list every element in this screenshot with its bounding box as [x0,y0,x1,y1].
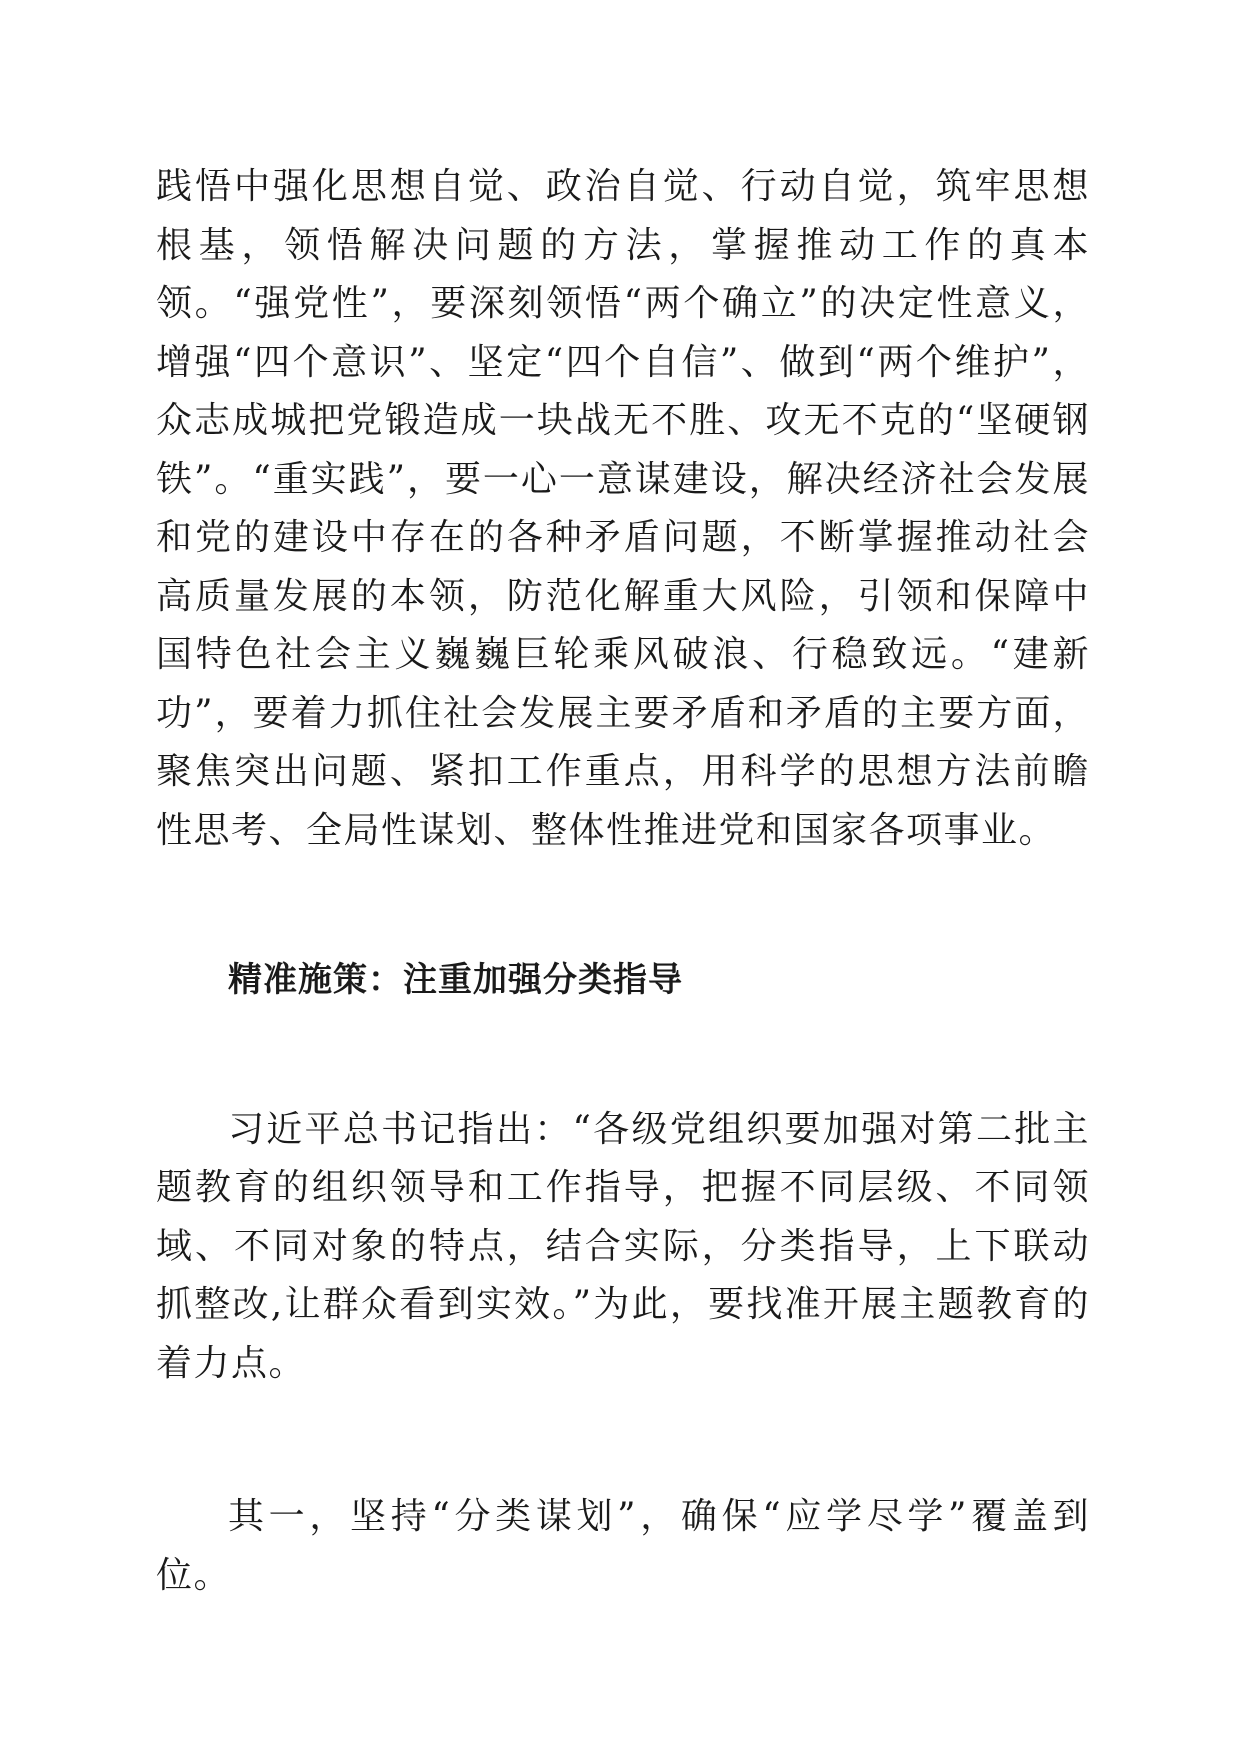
paragraph-point-one: 其一，坚持“分类谋划”，确保“应学尽学”覆盖到位。 [156,1496,1090,1596]
spacer [156,1010,1090,1101]
spacer [156,1393,1090,1488]
spacer [156,860,1090,951]
paragraph-continuation: 践悟中强化思想自觉、政治自觉、行动自觉，筑牢思想根基，领悟解决问题的方法，掌握推动工作的真本领。“强党性”，要深刻领悟“两个确立”的决定性意义，增强“四个意识”、坚定“四个自信”、做到“两个维护”，众志成城把党锻造成一块战无不胜、攻无不克的“坚硬钢铁”。“重实践”，要一心一意谋建设，解决经济社会发展和党的建设中存在的各种矛盾问题，不断掌握推动社会高质量发展的本领，防范化解重大风险，引领和保障中国特色社会主义巍巍巨轮乘风破浪、行稳致远。“建新功”，要着力抓住社会发展主要矛盾和矛盾的主要方面，聚焦突出问题、紧扣工作重点，用科学的思想方法前瞻性思考、全局性谋划、整体性推进党和国家各项事业。 [156,166,1090,851]
document-body [156,158,1090,1605]
section-heading: 精准施策：注重加强分类指导 [228,960,683,1000]
paragraph-quote: 习近平总书记指出：“各级党组织要加强对第二批主题教育的组织领导和工作指导，把握不同层级、不同领域、不同对象的特点，结合实际，分类指导，上下联动抓整改,让群众看到实效。”为此，要找准开展主题教育的着力点。 [156,1108,1090,1384]
